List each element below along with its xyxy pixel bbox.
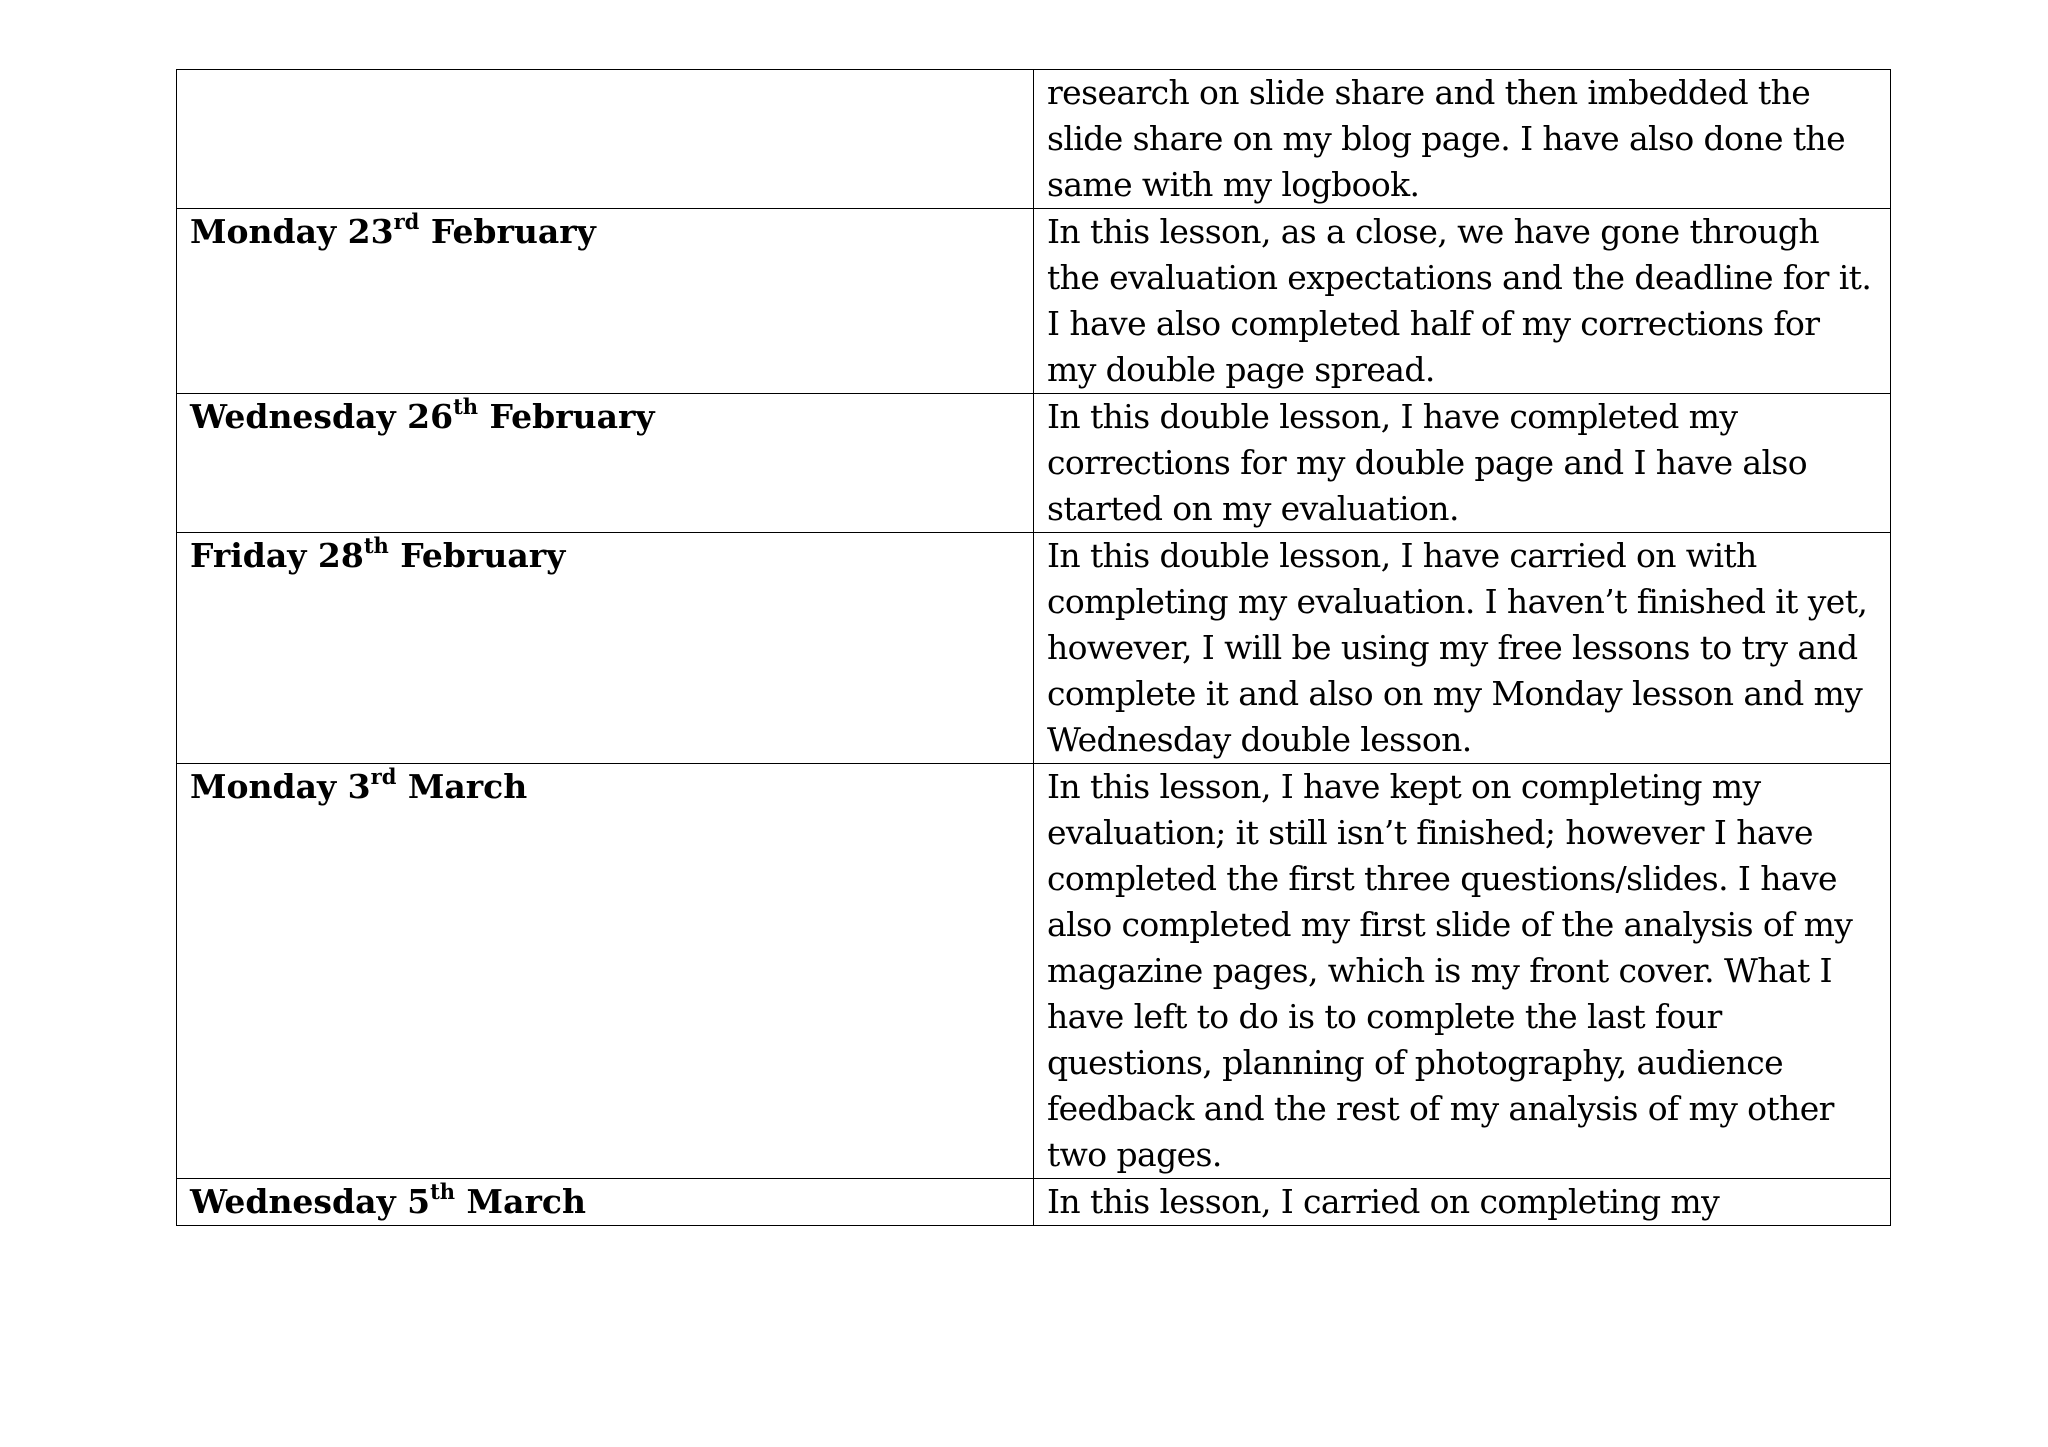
date-cell xyxy=(177,533,1034,764)
table-row xyxy=(177,70,1891,209)
entry-cell: In this double lesson, I have carried on with completing my evaluation. I haven’t finished it yet, however, I will be using my free lessons to try and complete it and also on my Monday lesson and my Wednesday double lesson. xyxy=(1034,533,1891,764)
date-day: Wednesday 5 xyxy=(190,1182,431,1221)
date-month: March xyxy=(396,767,528,806)
table-row xyxy=(177,394,1891,533)
entry-cell: In this lesson, I have kept on completing my evaluation; it still isn’t finished; however I have completed the first three questions/slides. I have also completed my first slide of the analysis of my magazine pages, which is my front cover. What I have left to do is to complete the last four questions, planning of photography, audience feedback and the rest of my analysis of my other two pages. xyxy=(1034,764,1891,1179)
date-month: February xyxy=(478,397,655,436)
table-row xyxy=(177,209,1891,394)
table-row xyxy=(177,1179,1891,1226)
date-month: March xyxy=(455,1182,586,1221)
date-month: February xyxy=(419,212,596,251)
entry-cell: In this double lesson, I have completed my corrections for my double page and I have also started on my evaluation. xyxy=(1034,394,1891,533)
date-cell xyxy=(177,70,1034,209)
table-row xyxy=(177,764,1891,1179)
date-day: Friday 28 xyxy=(190,536,364,575)
date-day: Wednesday 26 xyxy=(190,397,454,436)
date-cell xyxy=(177,764,1034,1179)
date-cell xyxy=(177,1179,1034,1226)
date-cell xyxy=(177,394,1034,533)
entry-cell: In this lesson, I carried on completing my xyxy=(1034,1179,1891,1226)
date-suffix: th xyxy=(363,533,389,558)
date-cell xyxy=(177,209,1034,394)
date-suffix: th xyxy=(453,394,479,419)
date-day: Monday 23 xyxy=(190,212,394,251)
logbook-table xyxy=(176,69,1891,1226)
date-suffix: rd xyxy=(370,764,397,789)
date-month: February xyxy=(388,536,566,575)
date-suffix: rd xyxy=(393,209,420,234)
date-day: Monday 3 xyxy=(190,767,371,806)
entry-cell: In this lesson, as a close, we have gone through the evaluation expectations and the deadline for it. I have also completed half of my corrections for my double page spread. xyxy=(1034,209,1891,394)
table-row xyxy=(177,533,1891,764)
date-suffix: th xyxy=(430,1179,456,1204)
entry-cell: research on slide share and then imbedded the slide share on my blog page. I have also done the same with my logbook. xyxy=(1034,70,1891,209)
